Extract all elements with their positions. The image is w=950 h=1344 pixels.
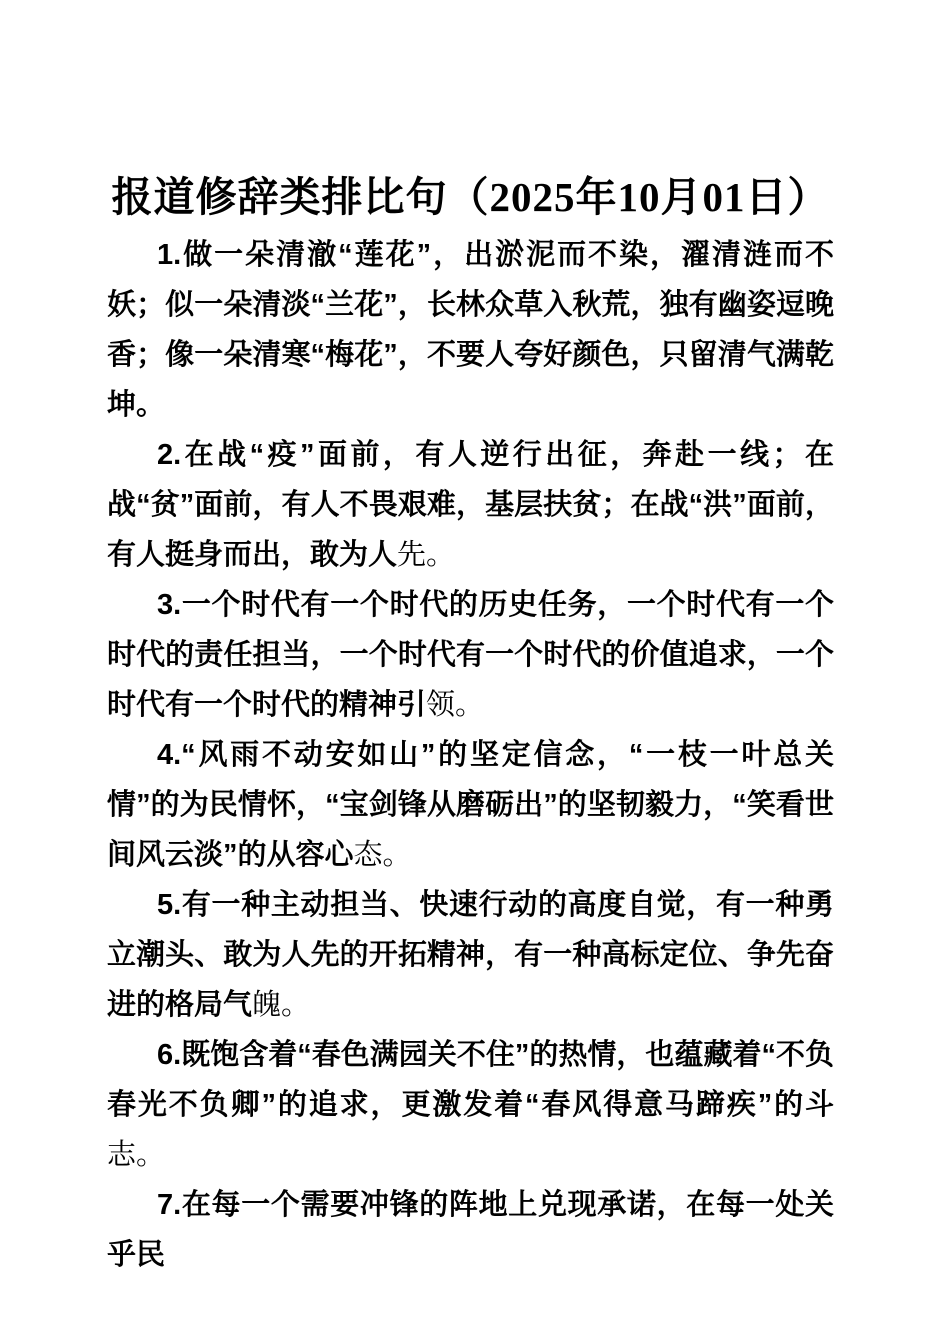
text-segment: 4.“风雨不动安如山”的坚定信念，“一枝一叶总关情”的为民情怀，“宝剑锋从磨砺出”的坚韧毅力，“笑看世间风云淡”的从容心 (107, 739, 834, 871)
paragraph (107, 1030, 834, 1180)
text-segment: 先。 (397, 539, 456, 571)
text-segment: 志。 (107, 1139, 166, 1171)
text-segment: 领。 (426, 689, 485, 721)
text-segment: 5.有一种主动担当、快速行动的高度自觉，有一种勇立潮头、敢为人先的开拓精神，有一种高标定位、争先奋进的格局气 (107, 889, 834, 1021)
text-segment: 魄。 (252, 989, 311, 1021)
document-title: 报道修辞类排比句（2025年10月01日） (111, 174, 830, 220)
document-body (107, 230, 834, 1280)
text-segment: 1.做一朵清澈“莲花”，出淤泥而不染，濯清涟而不妖；似一朵清淡“兰花”，长林众草入秋荒，独有幽姿逗晚香；像一朵清寒“梅花”，不要人夸好颜色，只留清气满乾坤。 (107, 239, 834, 421)
text-segment: 态。 (353, 839, 412, 871)
paragraph (107, 230, 834, 430)
paragraph (107, 430, 834, 580)
paragraph (107, 580, 834, 730)
paragraph (107, 1180, 834, 1280)
text-segment: 7.在每一个需要冲锋的阵地上兑现承诺，在每一处关乎民 (107, 1189, 834, 1271)
text-segment: 3.一个时代有一个时代的历史任务，一个时代有一个时代的责任担当，一个时代有一个时代的价值追求，一个时代有一个时代的精神引 (107, 589, 834, 721)
paragraph (107, 880, 834, 1030)
paragraph (107, 730, 834, 880)
text-segment: 6.既饱含着“春色满园关不住”的热情，也蕴藏着“不负春光不负卿”的追求，更激发着“春风得意马蹄疾”的斗 (107, 1039, 834, 1121)
text-segment: 2.在战“疫”面前，有人逆行出征，奔赴一线；在战“贫”面前，有人不畏艰难，基层扶贫；在战“洪”面前，有人挺身而出，敢为人 (107, 439, 834, 571)
